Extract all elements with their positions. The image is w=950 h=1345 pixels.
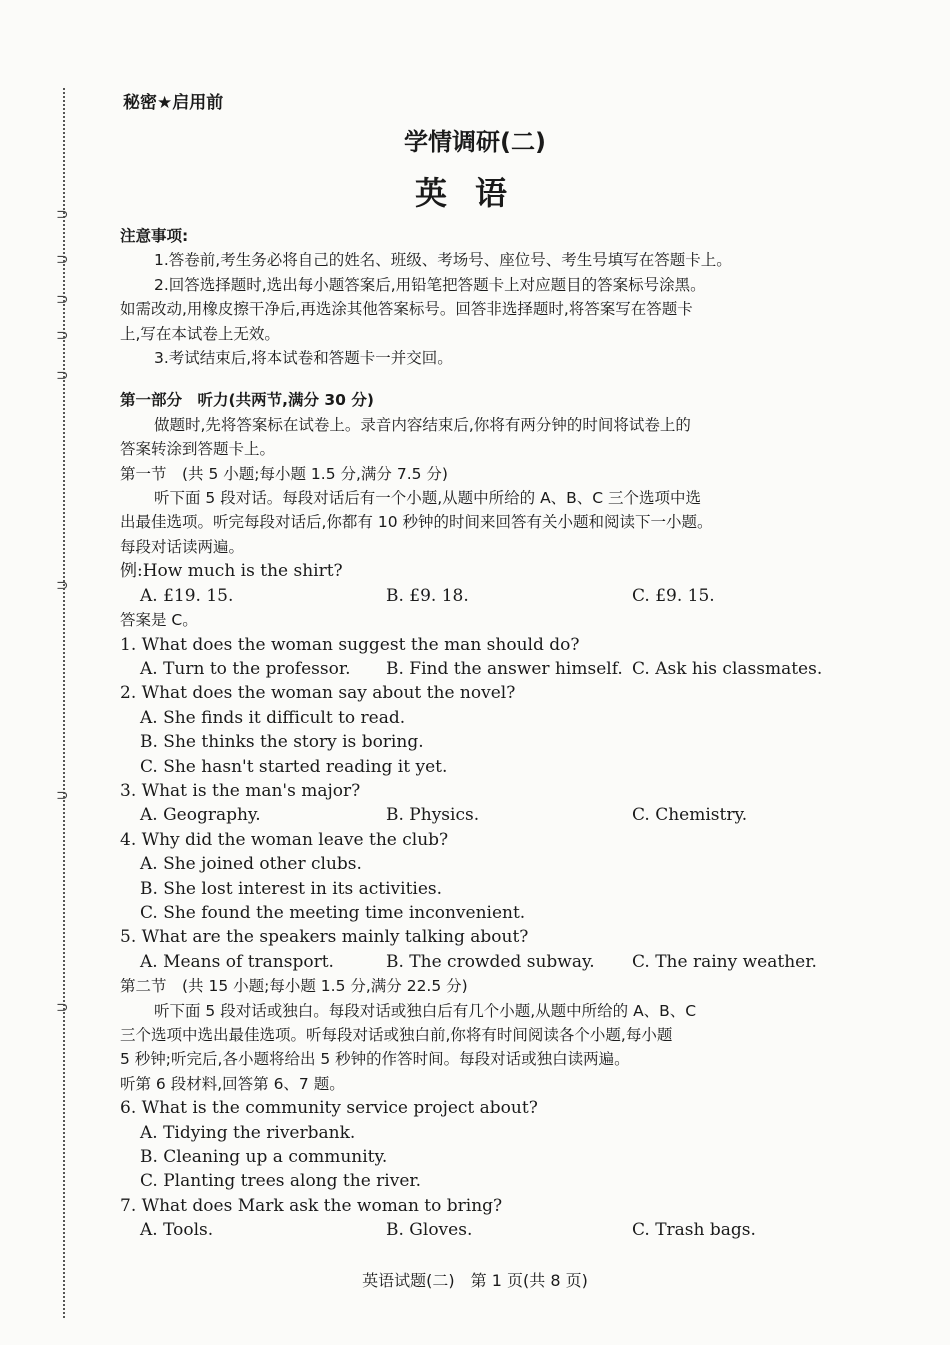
section1-intro-cont: 出最佳选项。听完每段对话后,你都有 10 秒钟的时间来回答有关小题和阅读下一小题。 [120,513,713,532]
section1-heading: 第一节 (共 5 小题;每小题 1.5 分,满分 7.5 分) [120,464,448,483]
option-b: B. She lost interest in its activities. [140,878,443,899]
section1-intro: 听下面 5 段对话。每段对话后有一个小题,从题中所给的 A、B、C 三个选项中选 [154,489,702,508]
part1-heading: 第一部分 听力(共两节,满分 30 分) [120,391,374,410]
notes-item-1: 1.答卷前,考生务必将自己的姓名、班级、考场号、座位号、考生号填写在答题卡上。 [154,251,732,270]
section1-intro-cont: 每段对话读两遍。 [120,537,245,556]
option-c: C. Trash bags. [632,1220,756,1241]
option-c: C. She found the meeting time inconvenient. [140,902,526,923]
notes-item-2: 2.回答选择题时,选出每小题答案后,用铅笔把答题卡上对应题目的答案标号涂黑。 [154,275,706,294]
binding-hole-icon: ⊃ [56,205,69,223]
option-c: C. £9. 15. [632,585,715,606]
option-b: B. The crowded subway. [386,951,595,972]
question-4: 4. Why did the woman leave the club? [120,829,449,850]
option-b: B. Physics. [386,805,480,826]
section2-intro-cont: 5 秒钟;听完后,各小题将给出 5 秒钟的作答时间。每段对话或独白读两遍。 [120,1050,630,1069]
question-7: 7. What does Mark ask the woman to bring? [120,1195,503,1216]
section2-intro: 听下面 5 段对话或独白。每段对话或独白后有几个小题,从题中所给的 A、B、C [154,1001,697,1020]
option-b: B. She thinks the story is boring. [140,732,424,753]
binding-hole-icon: ⊃ [56,366,69,384]
option-a: A. Tidying the riverbank. [140,1122,356,1143]
binding-hole-icon: ⊃ [56,290,69,308]
notes-item-3: 3.考试结束后,将本试卷和答题卡一并交回。 [154,349,453,368]
notes-item-2-cont: 上,写在本试卷上无效。 [120,324,280,343]
question-5: 5. What are the speakers mainly talking about? [120,927,529,948]
option-a: A. £19. 15. [140,585,234,606]
binding-hole-icon: ⊃ [56,250,69,268]
option-b: B. Gloves. [386,1220,473,1241]
option-c: C. Planting trees along the river. [140,1171,422,1192]
part1-intro: 做题时,先将答案标在试卷上。录音内容结束后,你将有两分钟的时间将试卷上的 [154,415,691,434]
option-c: C. Ask his classmates. [632,658,823,679]
page-footer: 英语试题(二) 第 1 页(共 8 页) [362,1271,588,1290]
question-2: 2. What does the woman say about the novel? [120,683,516,704]
option-c: C. She hasn't started reading it yet. [140,756,448,777]
example-answer: 答案是 C。 [120,611,198,630]
binding-hole-icon: ⊃ [56,998,69,1016]
option-b: B. £9. 18. [386,585,469,606]
option-c: C. The rainy weather. [632,951,817,972]
notes-heading: 注意事项: [120,227,189,245]
question-7-options [120,1218,850,1242]
material-6-label: 听第 6 段材料,回答第 6、7 题。 [120,1074,345,1093]
option-a: A. She joined other clubs. [140,854,362,875]
option-c: C. Chemistry. [632,805,748,826]
binding-hole-icon: ⊃ [56,786,69,804]
question-6: 6. What is the community service project about? [120,1098,538,1119]
option-a: A. She finds it difficult to read. [140,707,406,728]
binding-hole-icon: ⊃ [56,326,69,344]
option-b: B. Cleaning up a community. [140,1147,388,1168]
option-b: B. Find the answer himself. [386,658,623,679]
exam-subtitle: 学情调研(二) [404,128,546,156]
question-5-options [120,950,850,974]
binding-hole-icon: ⊃ [56,576,69,594]
option-a: A. Turn to the professor. [140,658,351,679]
exam-content [120,224,850,1243]
part1-intro-cont: 答案转涂到答题卡上。 [120,440,276,459]
option-a: A. Means of transport. [140,951,334,972]
example-options [120,584,850,608]
option-a: A. Tools. [140,1220,214,1241]
question-3: 3. What is the man's major? [120,780,361,801]
question-1: 1. What does the woman suggest the man should do? [120,634,580,655]
question-1-options [120,657,850,681]
notes-item-2-cont: 如需改动,用橡皮擦干净后,再选涂其他答案标号。回答非选择题时,将答案写在答题卡 [120,300,693,319]
section2-heading: 第二节 (共 15 小题;每小题 1.5 分,满分 22.5 分) [120,977,468,996]
example-question: 例:How much is the shirt? [120,561,343,582]
secret-label: 秘密★启用前 [123,93,224,113]
exam-title: 英语 [414,174,535,212]
option-a: A. Geography. [140,805,261,826]
question-3-options [120,803,850,827]
section2-intro-cont: 三个选项中选出最佳选项。听每段对话或独白前,你将有时间阅读各个小题,每小题 [120,1026,673,1044]
binding-dotted-line [63,88,65,1318]
